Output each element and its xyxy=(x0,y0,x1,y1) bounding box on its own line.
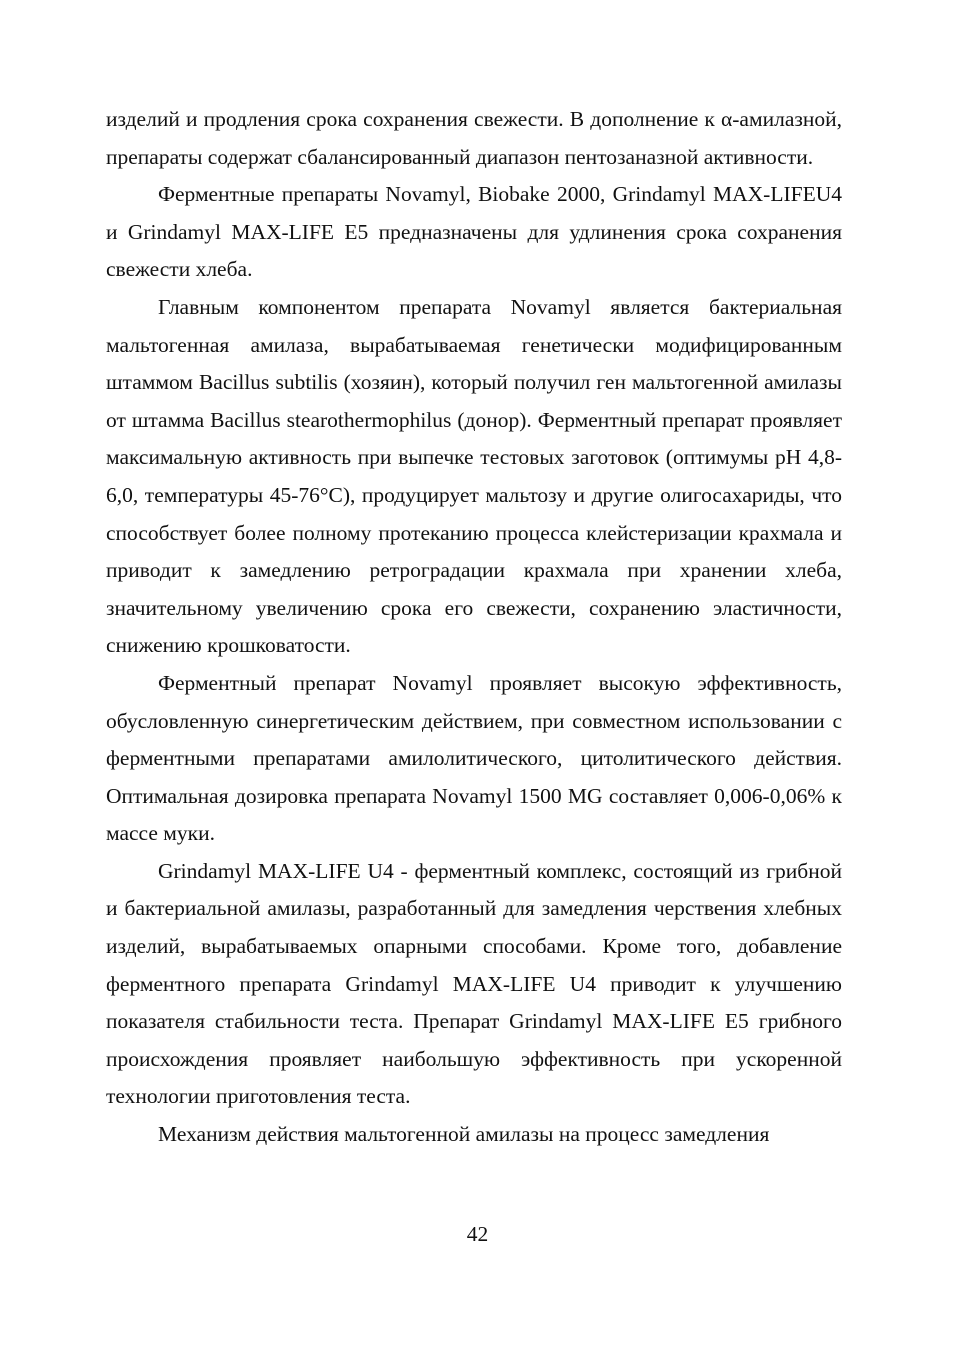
page-number: 42 xyxy=(466,1222,489,1246)
paragraph-2: Ферментные препараты Novamyl, Biobake 2000, Grindamyl MAX-LIFEU4 и Grindamyl MAX-LIFE E5 предназначены для удлинения срока сохранения свежести хлеба. xyxy=(106,182,842,282)
paragraph-3: Главным компонентом препарата Novamyl является бактериальная мальтогенная амилаза, вырабатываемая генетически модифицированным штаммом Bacillus subtilis (хозяин), который получил ген мальтогенной амилазы от штамма Bacillus stearothermophilus (донор). Ферментный препарат проявляет максимальную активность при выпечке тестовых заготовок (оптимумы pH 4,8-6,0, температуры 45-76°С), продуцирует мальтозу и другие олигосахариды, что способствует более полному протеканию процесса клейстеризации крахмала и приводит к замедлению ретроградации крахмала при хранении хлеба, значительному увеличению срока его свежести, сохранению эластичности, снижению крошковатости. xyxy=(106,294,842,658)
body-text xyxy=(106,101,842,1154)
paragraph-1: изделий и продления срока сохранения свежести. В дополнение к α-амилазной, препараты содержат сбалансированный диапазон пентозаназной активности. xyxy=(106,107,842,169)
paragraph-4: Ферментный препарат Novamyl проявляет высокую эффективность, обусловленную синергетическим действием, при совместном использовании с ферментными препаратами амилолитического, цитолитического действия. Оптимальная дозировка препарата Novamyl 1500 MG составляет 0,006-0,06% к массе муки. xyxy=(106,670,842,846)
paragraph-5: Grindamyl MAX-LIFE U4 - ферментный комплекс, состоящий из грибной и бактериальной амилазы, разработанный для замедления черствения хлебных изделий, вырабатываемых опарными способами. Кроме того, добавление ферментного препарата Grindamyl MAX-LIFE U4 приводит к улучшению показателя стабильности теста. Препарат Grindamyl MAX-LIFE E5 грибного происхождения проявляет наибольшую эффективность при ускоренной технологии приготовления теста. xyxy=(106,858,842,1109)
paragraph-6: Механизм действия мальтогенной амилазы на процесс замедления xyxy=(158,1122,770,1147)
